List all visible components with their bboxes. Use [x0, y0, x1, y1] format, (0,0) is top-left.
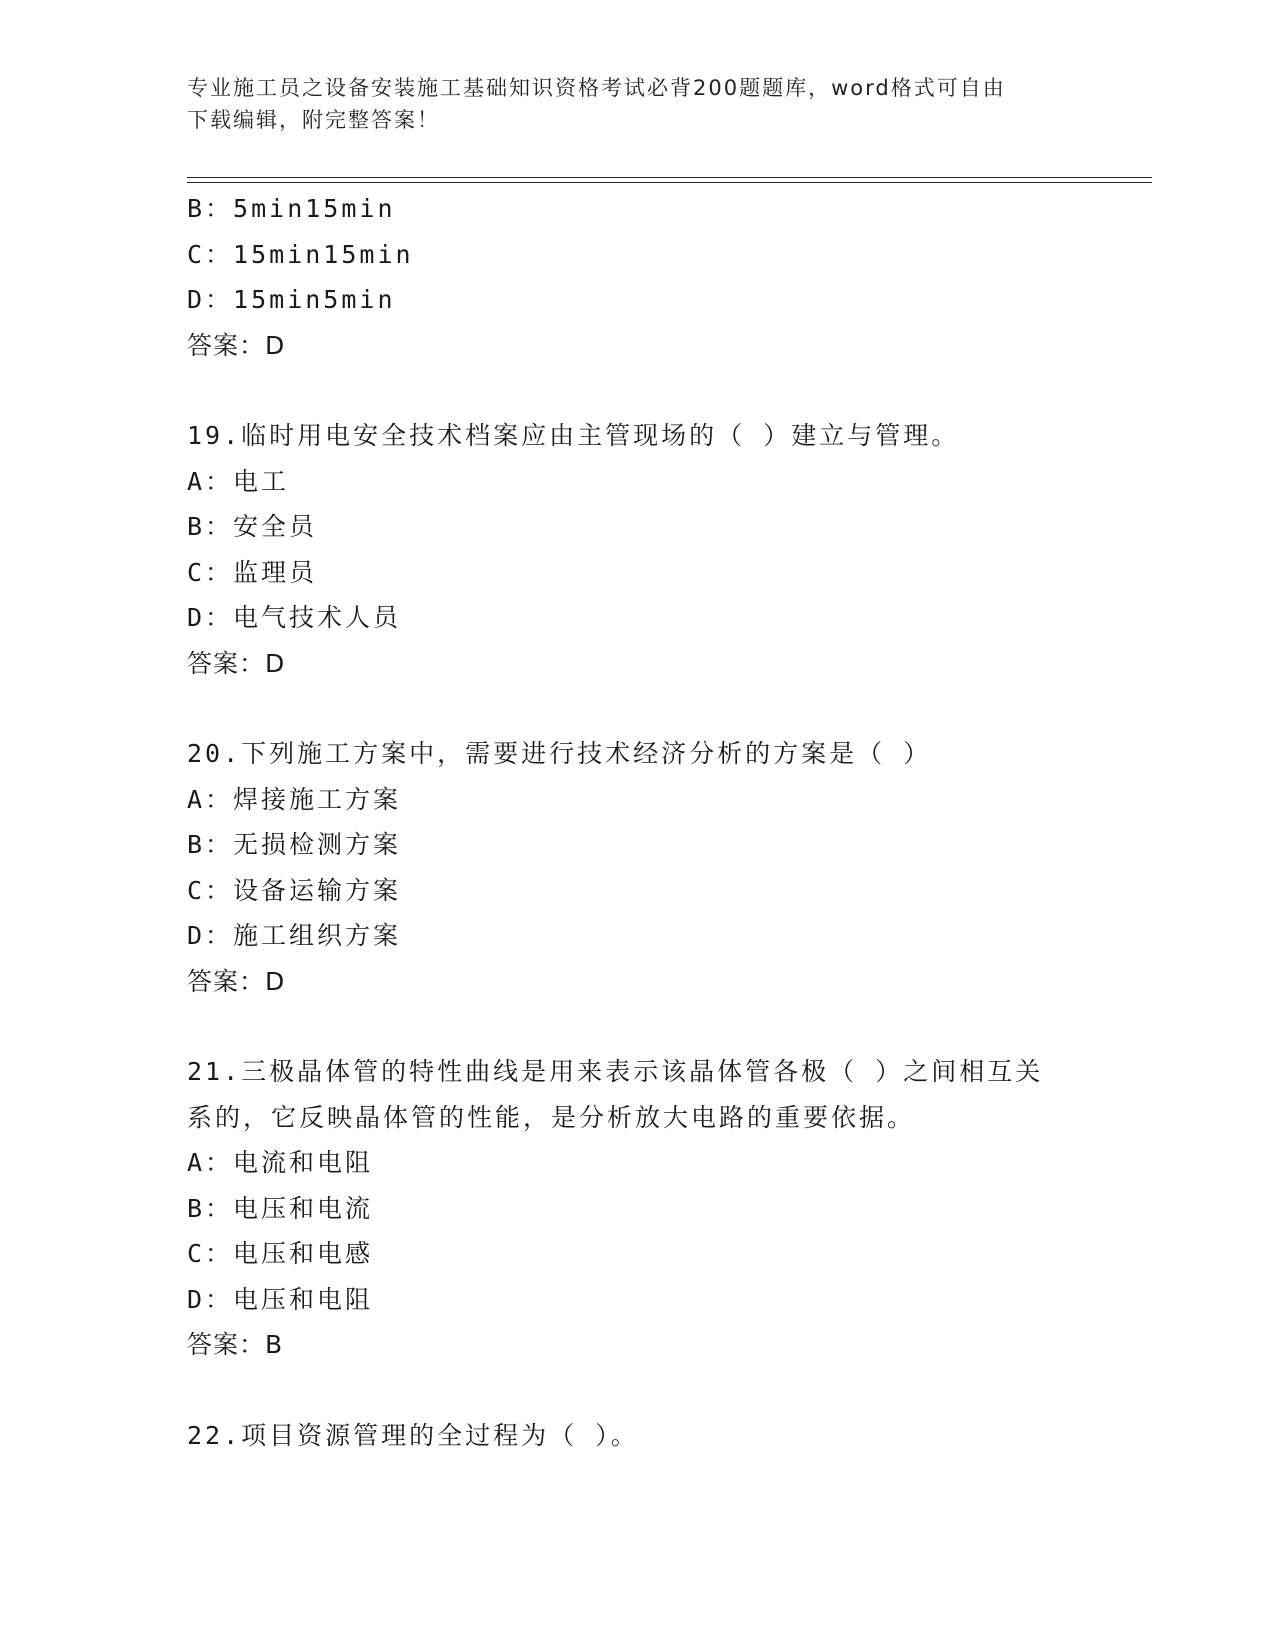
option-c: C：设备运输方案 [187, 875, 402, 905]
header-divider [187, 177, 1152, 183]
question-text: 19.临时用电安全技术档案应由主管现场的（ ）建立与管理。 [187, 421, 960, 450]
option-c: C：15min15min [187, 239, 414, 269]
option-d: D：电压和电阻 [187, 1284, 374, 1314]
question-22 [187, 1413, 1127, 1459]
option-b: B：无损检测方案 [187, 830, 402, 859]
answer-label: 答案：D [187, 966, 286, 996]
option-d: D：15min5min [187, 285, 396, 314]
answer-label: 答案：D [187, 330, 286, 360]
option-a: A：焊接施工方案 [187, 784, 402, 814]
question-text-line-1: 21.三极晶体管的特性曲线是用来表示该晶体管各极（ ）之间相互关 [187, 1057, 1044, 1086]
question-text: 22.项目资源管理的全过程为（ ）。 [187, 1420, 639, 1450]
option-b: B：安全员 [187, 512, 318, 541]
question-18-continued [187, 186, 1127, 368]
option-b: B：5min15min [187, 194, 396, 223]
header-line-1: 专业施工员之设备安装施工基础知识资格考试必背200题题库，word格式可自由 [187, 76, 1006, 100]
option-d: D：施工组织方案 [187, 921, 402, 950]
question-text-line-2: 系的，它反映晶体管的性能，是分析放大电路的重要依据。 [187, 1102, 916, 1132]
question-19 [187, 413, 1127, 686]
question-list [187, 186, 1127, 1458]
option-c: C：监理员 [187, 557, 318, 587]
option-b: B：电压和电流 [187, 1193, 374, 1223]
question-21 [187, 1049, 1127, 1368]
answer-label: 答案：B [187, 1330, 284, 1359]
question-20 [187, 731, 1127, 1004]
option-a: A：电流和电阻 [187, 1148, 374, 1177]
option-d: D：电气技术人员 [187, 603, 402, 632]
option-c: C：电压和电感 [187, 1239, 374, 1268]
question-text: 20.下列施工方案中，需要进行技术经济分析的方案是（ ） [187, 739, 932, 768]
document-header [187, 72, 1067, 136]
option-a: A：电工 [187, 466, 290, 496]
answer-label: 答案：D [187, 648, 286, 678]
header-line-2: 下载编辑，附完整答案！ [187, 108, 440, 132]
